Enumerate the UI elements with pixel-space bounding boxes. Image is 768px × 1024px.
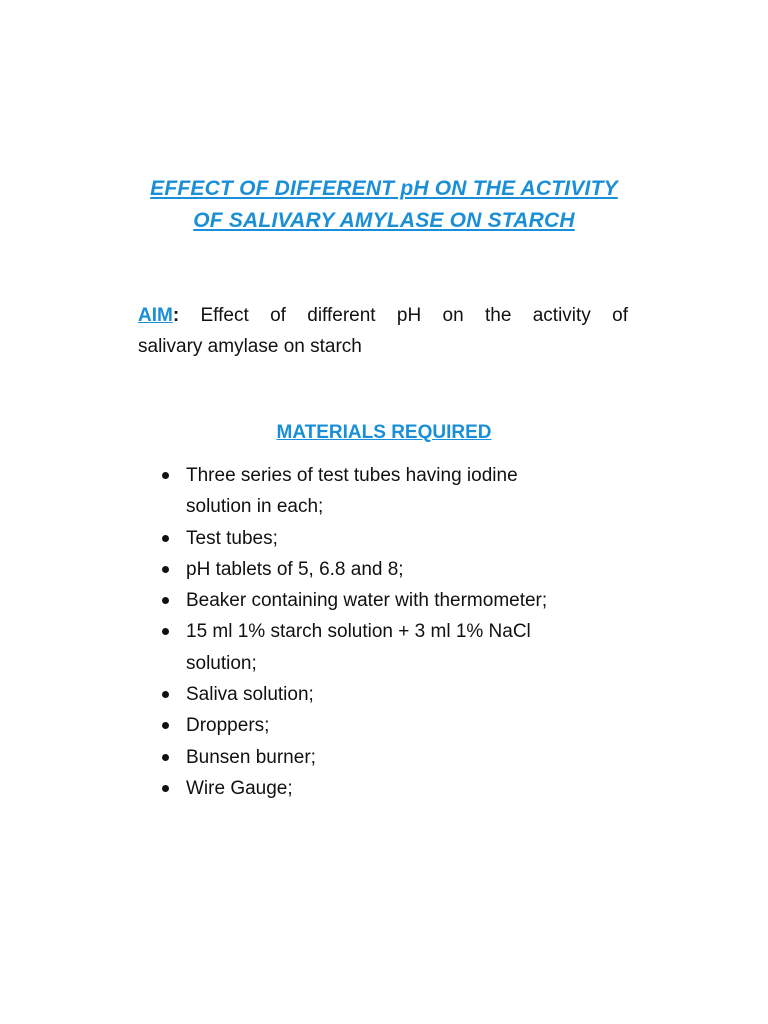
materials-item-line-2: solution in each; (186, 496, 324, 518)
bullet-icon (162, 566, 169, 573)
materials-item (160, 616, 630, 679)
aim-text-line-1: Effect of different pH on the activity of (179, 305, 628, 326)
materials-item-line-1: Test tubes; (186, 527, 278, 549)
bullet-icon (162, 691, 169, 698)
bullet-icon (162, 722, 169, 729)
bullet-icon (162, 472, 169, 479)
materials-item (160, 523, 630, 554)
materials-list (160, 460, 630, 804)
aim-colon: : (172, 305, 180, 326)
materials-heading: MATERIALS REQUIRED (276, 422, 492, 443)
aim-text-line-2: salivary amylase on starch (138, 336, 362, 357)
materials-item (160, 679, 630, 710)
materials-item-line-1: Saliva solution; (186, 684, 314, 706)
materials-item-line-1: Wire Gauge; (186, 777, 293, 799)
bullet-icon (162, 628, 169, 635)
bullet-icon (162, 535, 169, 542)
materials-item-line-1: Beaker containing water with thermometer; (186, 590, 548, 612)
materials-item (160, 742, 630, 773)
materials-item-line-1: pH tablets of 5, 6.8 and 8; (186, 558, 404, 580)
materials-item (160, 554, 630, 585)
materials-item-line-1: 15 ml 1% starch solution + 3 ml 1% NaCl (186, 621, 531, 643)
bullet-icon (162, 785, 169, 792)
materials-item (160, 773, 630, 804)
materials-item (160, 710, 630, 741)
materials-item-line-1: Droppers; (186, 715, 270, 737)
materials-item-line-1: Bunsen burner; (186, 746, 316, 768)
aim-paragraph (138, 300, 628, 362)
document-title (0, 173, 768, 237)
materials-item (160, 585, 630, 616)
bullet-icon (162, 754, 169, 761)
title-line-2: OF SALIVARY AMYLASE ON STARCH (193, 209, 575, 232)
aim-first-line (138, 300, 628, 331)
materials-item-line-1: Three series of test tubes having iodine (186, 465, 518, 486)
aim-label: AIM (138, 305, 173, 326)
materials-item (160, 460, 630, 523)
bullet-icon (162, 597, 169, 604)
title-line-1: EFFECT OF DIFFERENT pH ON THE ACTIVITY (150, 177, 618, 200)
materials-item-line-2: solution; (186, 652, 257, 674)
